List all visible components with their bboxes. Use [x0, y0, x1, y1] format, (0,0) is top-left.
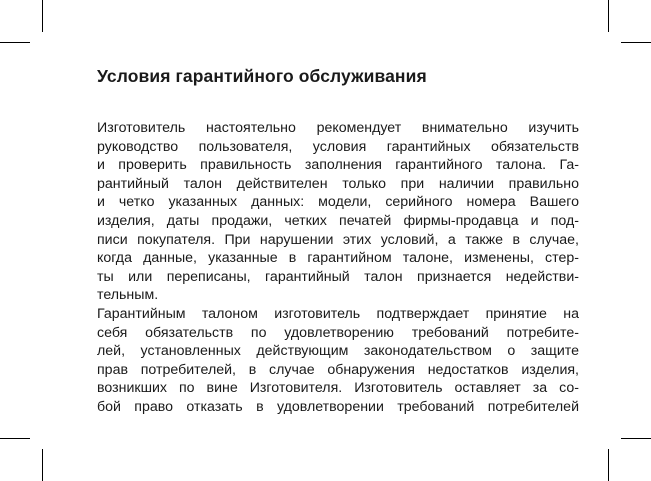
text-line: бой право отказать в удовлетворении требований потребителей [97, 398, 579, 415]
paragraph-warranty-card-validity [97, 119, 579, 305]
text-line: ты или переписаны, гарантийный талон признается недействи- [97, 268, 579, 285]
crop-mark-bottom-right-horizontal [621, 438, 651, 439]
text-line: лей, установленных действующим законодательством о защите [97, 343, 579, 360]
text-line: себя обязательств по удовлетворению требований потребите- [97, 324, 579, 341]
text-line: писи покупателя. При нарушении этих условий, а также в случае, [97, 231, 579, 248]
text-line: изделия, даты продажи, четких печатей фирмы-продавца и под- [97, 212, 579, 229]
text-line: рантийный талон действителен только при наличии правильно [97, 175, 579, 192]
text-line: руководство пользователя, условия гарантийных обязательств [97, 138, 579, 155]
crop-mark-bottom-left-vertical [42, 449, 43, 481]
crop-mark-bottom-left-horizontal [0, 438, 30, 439]
text-line: и четко указанных данных: модели, серийного номера Вашего [97, 194, 579, 211]
crop-mark-top-left-vertical [42, 0, 43, 32]
text-line: прав потребителей, в случае обнаружения недостатков изделия, [97, 361, 579, 378]
crop-mark-bottom-right-vertical [608, 449, 609, 481]
text-line: когда данные, указанные в гарантийном талоне, изменены, стер- [97, 250, 579, 267]
crop-mark-top-right-vertical [608, 0, 609, 32]
text-line: Гарантийным талоном изготовитель подтверждает принятие на [97, 306, 579, 322]
page-title: Условия гарантийного обслуживания [97, 66, 427, 86]
text-line: и проверить правильность заполнения гарантийного талона. Га- [97, 157, 579, 174]
text-line: Изготовитель настоятельно рекомендует внимательно изучить [97, 120, 579, 136]
paragraph-manufacturer-obligations [97, 305, 579, 417]
crop-mark-top-left-horizontal [0, 42, 30, 43]
crop-mark-top-right-horizontal [621, 42, 651, 43]
text-line: возникших по вине Изготовителя. Изготовитель оставляет за со- [97, 380, 579, 397]
text-line: тельным. [97, 287, 159, 304]
